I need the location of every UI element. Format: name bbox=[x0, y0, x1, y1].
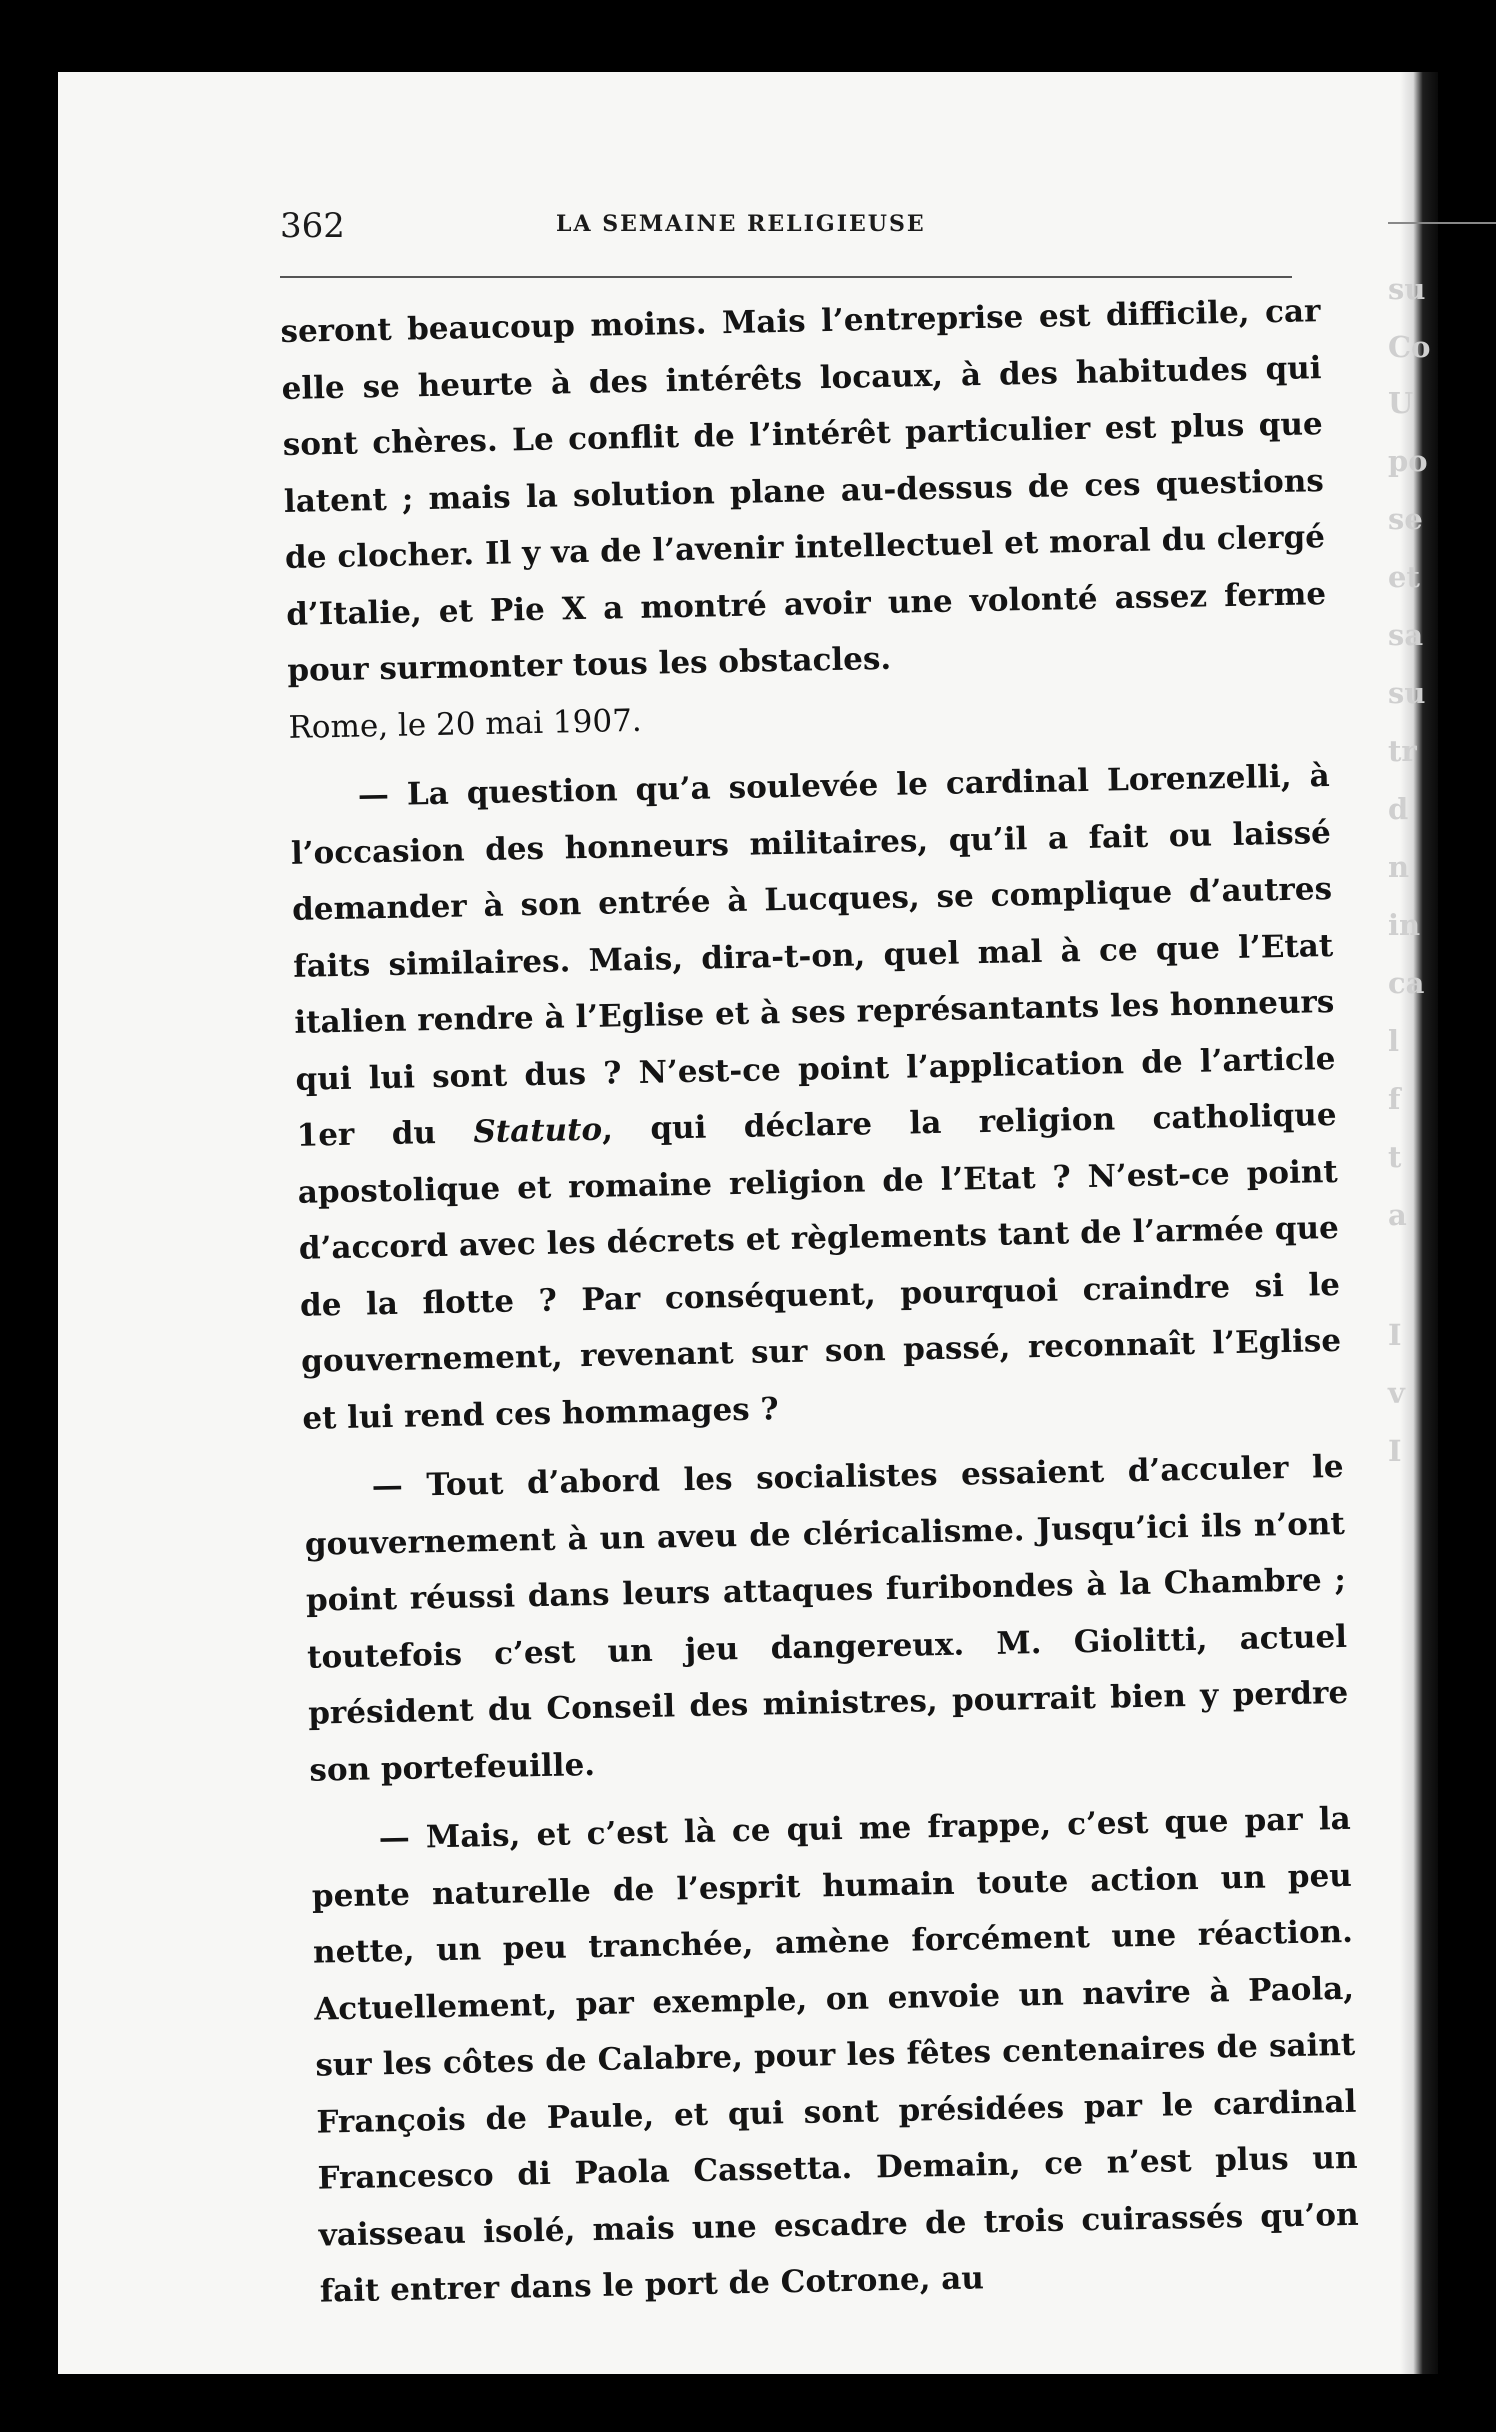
paragraph-2-part-1: — La question qu’a soulevée le cardinal Lorenzelli, à l’occasion des honneurs militaires, qu’il a fait ou laissé demander à son entrée à Lucques, se complique d’autres faits similaires. Mais, dira-t-on, quel mal à ce que l’Etat italien rendre à l’Eglise et à ses représantants les honneurs qui lui sont dus ? N’est-ce point l’application de l’article 1er du bbox=[290, 758, 1336, 1154]
facing-fragment: U bbox=[1388, 386, 1414, 420]
facing-page-edge bbox=[1388, 0, 1496, 2432]
facing-fragment: in bbox=[1388, 908, 1421, 942]
dateline: Rome, le 20 mai 1907. bbox=[288, 702, 643, 746]
book-page bbox=[58, 72, 1438, 2374]
page-header bbox=[280, 190, 1280, 250]
facing-fragment: se bbox=[1388, 502, 1423, 536]
facing-page-rule bbox=[1388, 222, 1496, 224]
paragraph-1: seront beaucoup moins. Mais l’entreprise est difficile, car elle se heurte à des intérêts locaux, à des habitudes qui sont chères. Le conflit de l’intérêt particulier est plus que latent ; mais la solution plane au-dessus de ces questions de clocher. Il y va de l’avenir intellectuel et moral du clergé d’Italie, et Pie X a montré avoir une volonté assez ferme pour surmonter tous les obstacles. bbox=[280, 293, 1327, 689]
body-text bbox=[280, 283, 1360, 2320]
facing-fragment: a bbox=[1388, 1198, 1407, 1232]
facing-fragment: po bbox=[1388, 444, 1428, 478]
facing-fragment: tr bbox=[1388, 734, 1417, 768]
facing-fragment: t bbox=[1388, 1140, 1402, 1174]
running-title: LA SEMAINE RELIGIEUSE bbox=[556, 211, 926, 237]
facing-fragment: l bbox=[1388, 1024, 1400, 1058]
facing-fragment: Co bbox=[1388, 330, 1431, 364]
facing-fragment: v bbox=[1388, 1376, 1405, 1410]
statuto-italic: Statuto bbox=[473, 1111, 603, 1151]
header-rule bbox=[280, 276, 1292, 278]
facing-fragment: I bbox=[1388, 1318, 1402, 1352]
facing-fragment: su bbox=[1388, 676, 1426, 710]
facing-fragment: et bbox=[1388, 560, 1420, 594]
page-number: 362 bbox=[280, 206, 345, 246]
paragraph-2-part-2: , qui déclare la religion catholique apostolique et romaine religion de l’Etat ? N’est-ce point d’accord avec les décrets et règlements tant de l’armée que de la flotte ? Par conséquent, pourquoi craindre si le gouvernement, revenant sur son passé, reconnaît l’Eglise et lui rend ces hommages ? bbox=[297, 1096, 1342, 1437]
facing-fragment: ca bbox=[1388, 966, 1425, 1000]
facing-fragment: d bbox=[1388, 792, 1409, 826]
facing-fragment: n bbox=[1388, 850, 1410, 884]
facing-fragment: sa bbox=[1388, 618, 1424, 652]
paragraph-3: — Tout d’abord les socialistes essaient d’acculer le gouvernement à un aveu de cléricalisme. Jusqu’ici ils n’ont point réussi dans leurs attaques furibondes à la Chambre ; toutefois c’est un jeu dangereux. M. Giolitti, actuel président du Conseil des ministres, pourrait bien y perdre son portefeuille. bbox=[304, 1448, 1349, 1789]
facing-fragment: I bbox=[1388, 1434, 1402, 1468]
facing-fragment: f bbox=[1388, 1082, 1401, 1116]
facing-fragment: su bbox=[1388, 272, 1426, 306]
paragraph-4: — Mais, et c’est là ce qui me frappe, c’est que par la pente naturelle de l’esprit humain toute action un peu nette, un peu tranchée, amène forcément une réaction. Actuellement, par exemple, on envoie un navire à Paola, sur les côtes de Calabre, pour les fêtes centenaires de saint François de Paule, et qui sont présidées par le cardinal Francesco di Paola Cassetta. Demain, ce n’est plus un vaisseau isolé, mais une escadre de trois cuirassés qu’on fait entrer dans le port de Cotrone, au bbox=[311, 1800, 1359, 2310]
paragraph-2 bbox=[289, 748, 1342, 1447]
